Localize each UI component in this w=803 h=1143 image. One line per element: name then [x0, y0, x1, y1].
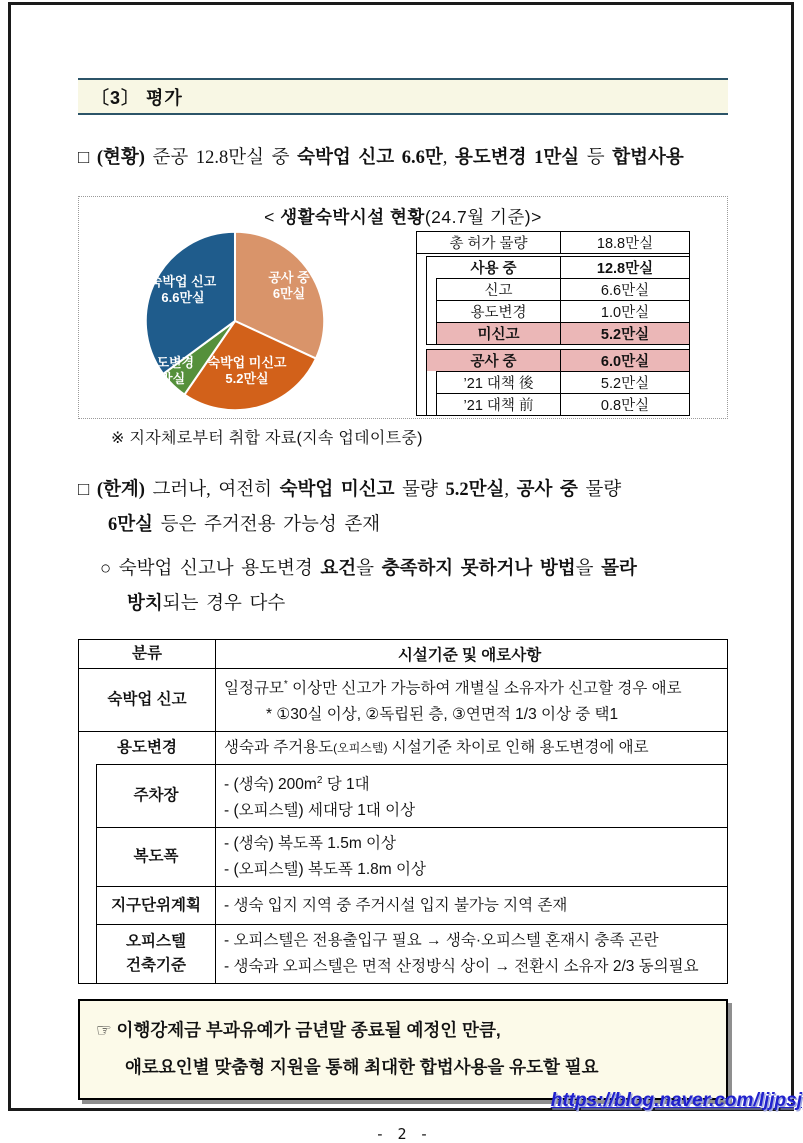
paragraph-status-text: □ (현황) 준공 12.8만실 중 숙박업 신고 6.6만, 용도변경 1만실 등 합법사용	[78, 148, 684, 168]
pie-label-declared: 숙박업 신고 6.6만실	[149, 274, 217, 305]
subgroup-in-use	[436, 278, 689, 344]
row-content: 생숙과 주거용도(오피스텔) 시설기준 차이로 인해 용도변경에 애로	[224, 739, 649, 757]
callout-box	[78, 999, 728, 1100]
row-value: 6.0만실	[560, 350, 689, 371]
row-content: - (생숙) $200m^2$ 당 1대 - (오피스텔) 세대당 1대 이상	[224, 775, 416, 820]
row-label: 주차장	[97, 765, 216, 827]
table-subrows	[96, 764, 727, 983]
row-label: 복도폭	[97, 828, 216, 886]
row-label: 신고	[484, 283, 513, 299]
table-row-usechange	[437, 300, 689, 322]
row-label: 숙박업 신고	[79, 669, 216, 731]
callout-line1: ☞ 이행강제금 부과유예가 금년말 종료될 예정인 만큼,	[96, 1020, 501, 1041]
row-label: 총 허가 물량	[449, 236, 528, 252]
row-content: - 오피스텔은 전용출입구 필요 → 생숙·오피스텔 혼재시 충족 곤란 - 생숙과 오피스텔은 면적 산정방식 상이 → 전환시 소유자 2/3 동의필요	[224, 932, 699, 976]
header-category: 분류	[79, 640, 216, 668]
row-content: - (생숙) 복도폭 1.5m 이상 - (오피스텔) 복도폭 1.8m 이상	[224, 835, 426, 879]
row-label: 미신고	[477, 327, 520, 343]
blog-url-link[interactable]: https://blog.naver.com/ljjpsj	[550, 1090, 802, 1111]
paragraph-limit-line1: □ (한계) 그러나, 여전히 숙박업 미신고 물량 5.2만실, 공사 중 물량	[78, 480, 622, 500]
row-value: 18.8만실	[560, 232, 689, 253]
pie-chart	[143, 229, 327, 413]
pie-label-undeclared: 숙박업 미신고 5.2만실	[207, 355, 287, 386]
row-value: 1.0만실	[560, 301, 689, 322]
requirements-table	[78, 639, 728, 984]
figure-box	[78, 196, 728, 419]
row-value: 5.2만실	[560, 323, 689, 344]
row-value: 6.6만실	[560, 279, 689, 300]
callout-line2: 애로요인별 맞춤형 지원을 통해 최대한 합법사용을 유도할 필요	[125, 1057, 599, 1078]
paragraph-sub	[78, 552, 728, 622]
paragraph-sub-line1: ○ 숙박업 신고나 용도변경 요건을 충족하지 못하거나 방법을 몰라	[100, 559, 637, 579]
table-header-row	[79, 640, 727, 668]
pie-label-usechange: 용도변경 1만실	[143, 355, 195, 386]
row-content: 일정규모* 이상만 신고가 가능하여 개별실 소유자가 신고할 경우 애로 * ①30실 이상, ②독립된 층, ③연면적 1/3 이상 중 택1	[224, 679, 682, 724]
table-row-sukbak	[79, 668, 727, 731]
row-label: ’21 대책 前	[463, 398, 534, 414]
paragraph-limit	[78, 473, 728, 543]
row-label: 용도변경	[79, 732, 216, 764]
row-label: 지구단위계획	[97, 887, 216, 924]
table-row-corridor	[97, 827, 727, 886]
row-label: 용도변경	[470, 305, 527, 321]
figure-footnote: ※ 지자체로부터 취합 자료(지속 업데이트중)	[111, 430, 423, 447]
paragraph-limit-line2: 6만실 등은 주거전용 가능성 존재	[108, 515, 381, 535]
table-row-construction	[427, 350, 689, 371]
table-row-after-policy	[437, 372, 689, 393]
row-label: 사용 중	[470, 261, 517, 277]
page-number: - 2 -	[375, 1125, 431, 1143]
section-header	[78, 78, 728, 115]
pie-label-construction: 공사 중 6만실	[268, 270, 310, 301]
header-criteria: 시설기준 및 애로사항	[397, 647, 542, 664]
status-table	[416, 231, 690, 416]
paragraph-sub-line2: 방치되는 경우 다수	[127, 594, 286, 614]
row-label: 오피스텔 건축기준	[97, 925, 216, 983]
group-in-use	[426, 256, 689, 345]
group-construction	[426, 349, 689, 415]
paragraph-status	[78, 144, 728, 173]
row-label: ’21 대책 後	[463, 376, 534, 392]
row-content: - 생숙 입지 지역 중 주거시설 입지 불가능 지역 존재	[224, 896, 568, 914]
figure-title: < 생활숙박시설 현황(24.7월 기준)>	[264, 207, 542, 227]
table-row-district	[97, 886, 727, 924]
page-content	[78, 78, 728, 1143]
section-title: 〔3〕 평가	[91, 87, 183, 108]
row-value: 12.8만실	[560, 257, 689, 278]
row-value: 5.2만실	[560, 372, 689, 393]
table-row-declared	[437, 279, 689, 300]
row-value: 0.8만실	[560, 394, 689, 415]
table-row-officetel	[97, 924, 727, 983]
table-row-before-policy	[437, 393, 689, 415]
table-row-undeclared	[437, 322, 689, 344]
row-label: 공사 중	[470, 354, 517, 370]
table-row-inuse	[427, 257, 689, 278]
table-row-parking	[97, 765, 727, 827]
table-row-yongdo	[79, 731, 727, 764]
table-row-total	[417, 232, 689, 254]
subgroup-construction	[436, 371, 689, 415]
